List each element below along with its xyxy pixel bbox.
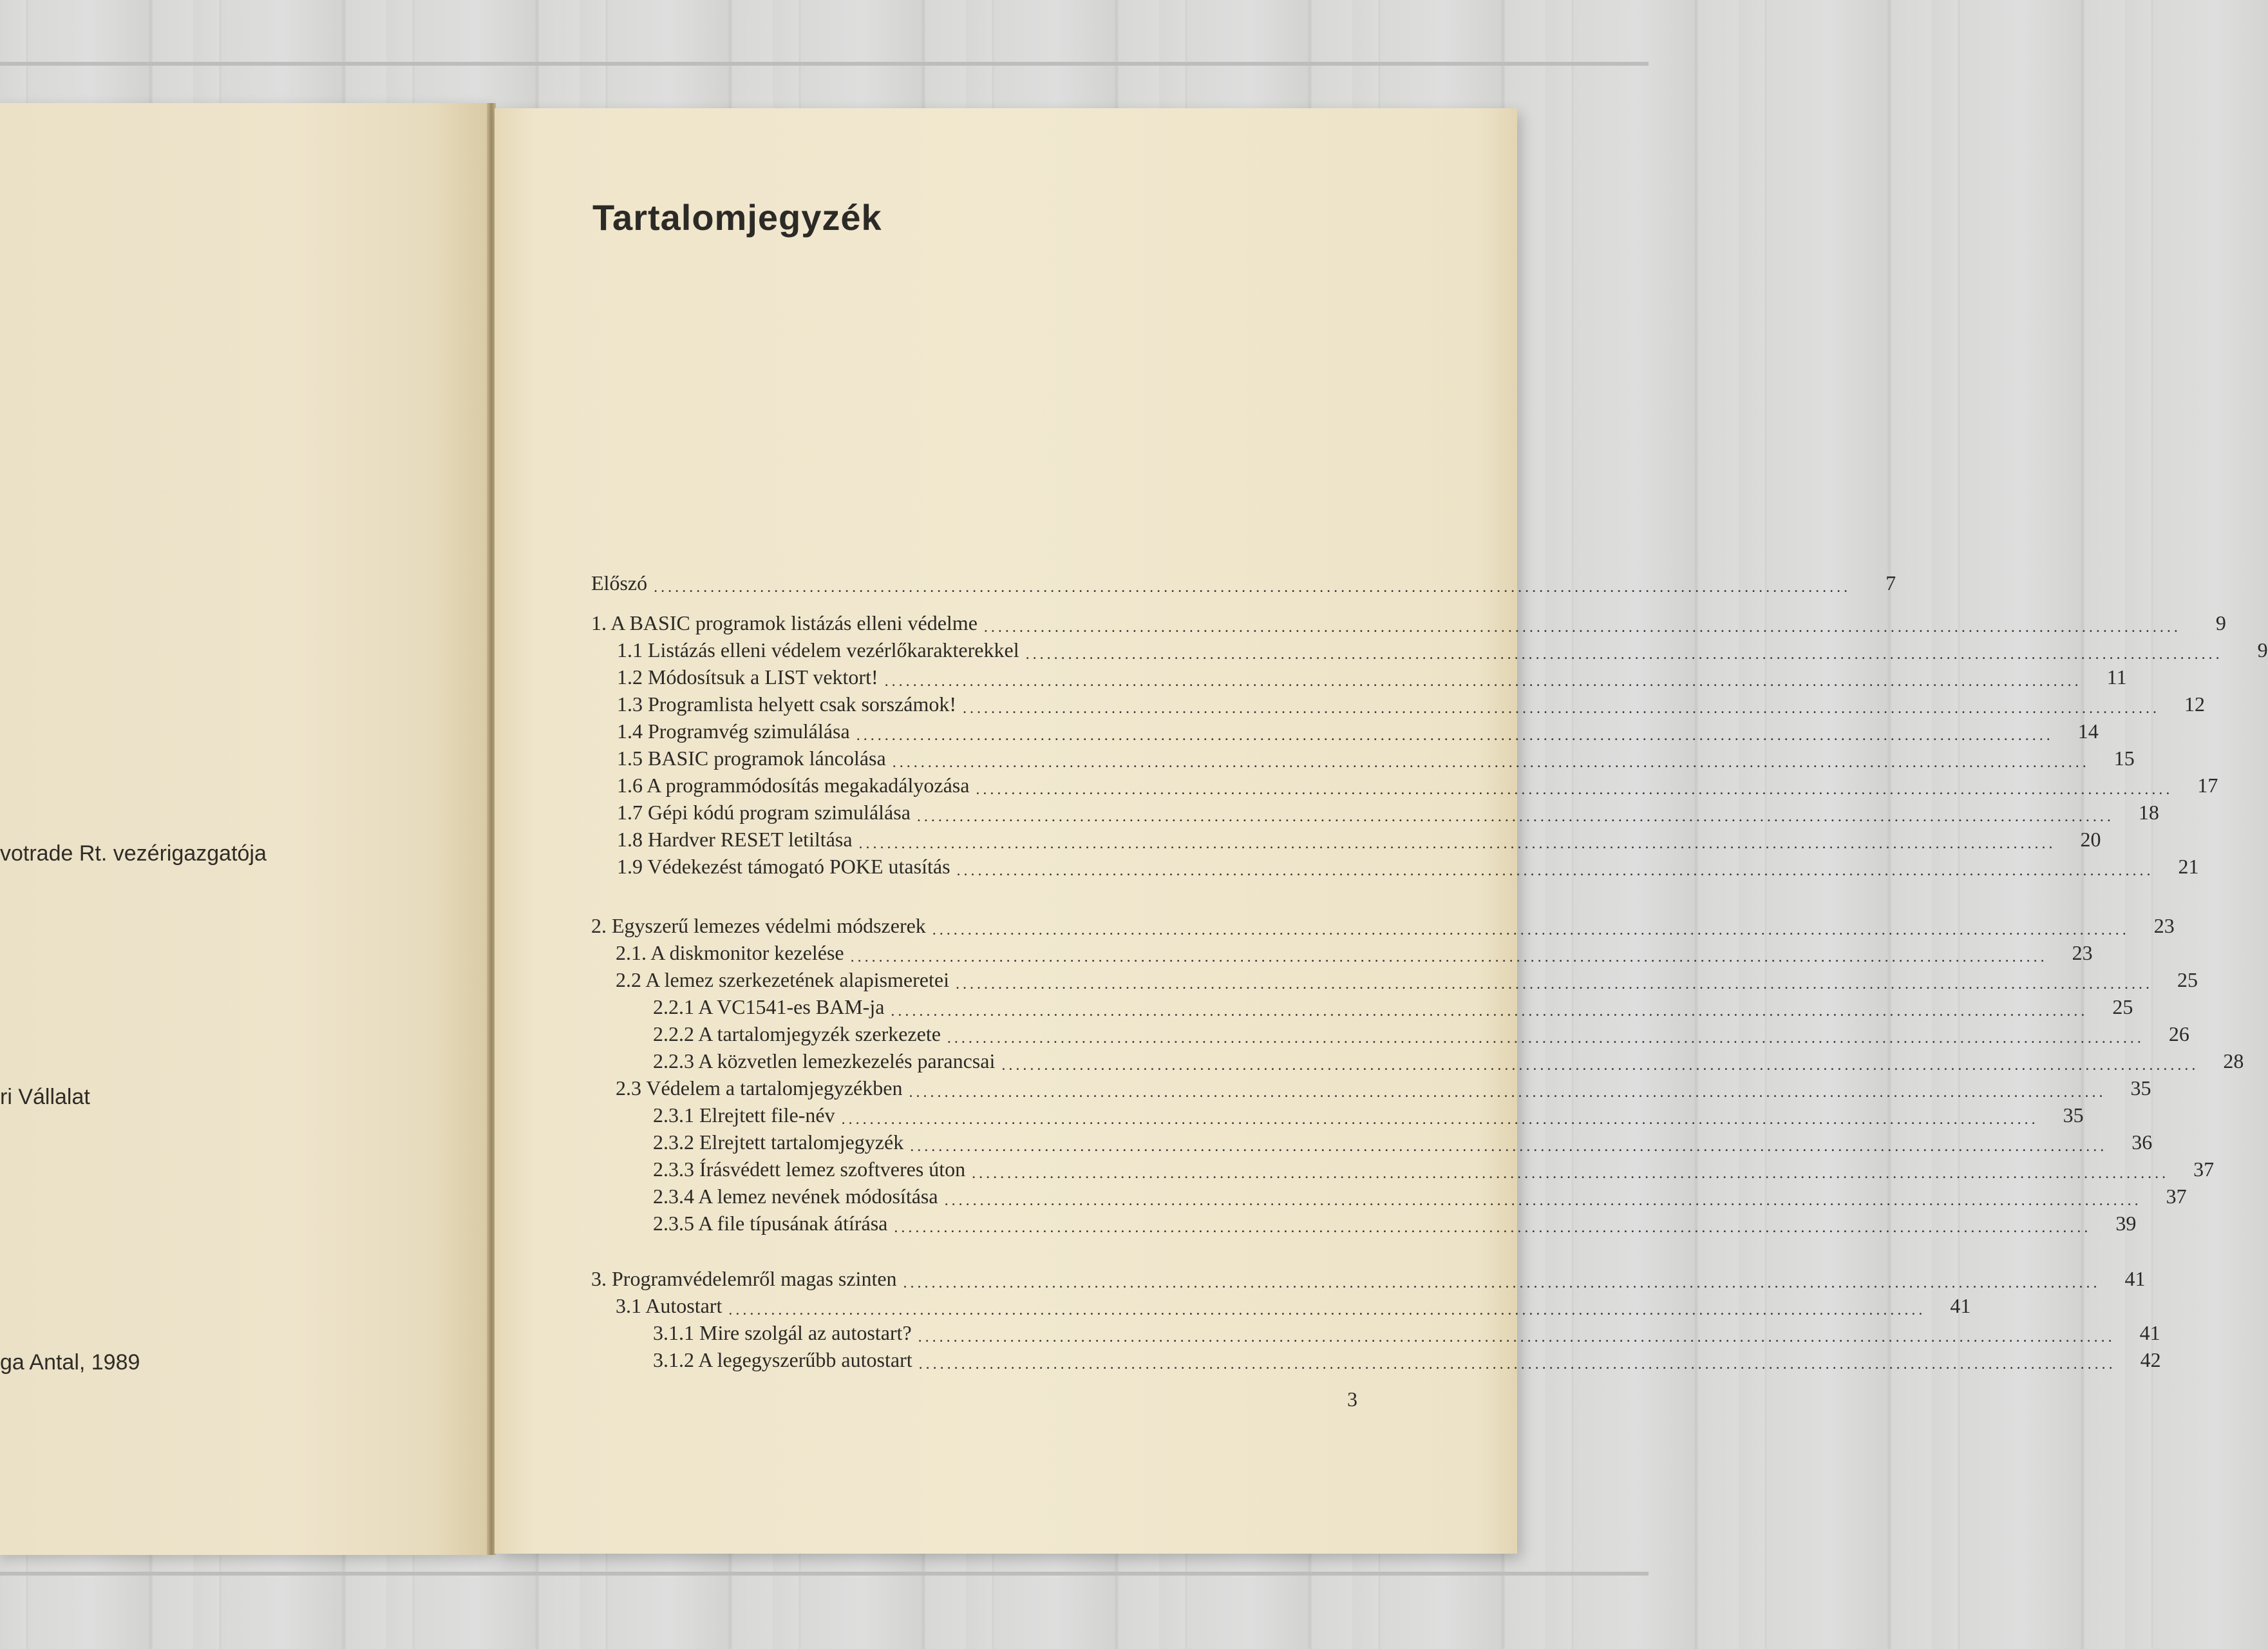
dot-leader: .........................................................................................................................................................................	[850, 949, 2048, 966]
toc-entry-label: 3.1 Autostart	[616, 1294, 723, 1317]
dot-leader: .........................................................................................................................................................................	[1001, 1057, 2199, 1074]
dot-leader: .........................................................................................................................................................................	[909, 1084, 2106, 1101]
toc-entry-label: 1.6 A programmódosítás megakadályozása	[617, 774, 970, 797]
dot-leader: .........................................................................................................................................................................	[891, 1003, 2088, 1020]
toc-entry-page: 28	[2223, 1049, 2244, 1072]
toc-entry-page: 25	[2177, 968, 2198, 991]
dot-leader: .........................................................................................................................................................................	[903, 1275, 2101, 1292]
dot-leader: .........................................................................................................................................................................	[972, 1165, 2169, 1182]
toc-entry	[617, 635, 2268, 663]
toc-entry-page: 35	[2130, 1076, 2151, 1100]
toc-entry-label: 2.2 A lemez szerkezetének alapismeretei	[616, 968, 949, 991]
toc-entry-label: 1.3 Programlista helyett csak sorszámok!	[617, 692, 956, 716]
toc-entry	[653, 1019, 2189, 1047]
toc-entry-page: 41	[2139, 1321, 2160, 1344]
dot-leader: .........................................................................................................................................................................	[976, 781, 2173, 798]
dot-leader: .........................................................................................................................................................................	[894, 1219, 2092, 1236]
toc-entry	[617, 662, 2127, 690]
toc-entry-label: 2.1. A diskmonitor kezelése	[616, 941, 844, 964]
toc-entry-label: Előszó	[591, 571, 648, 595]
toc-entry-label: 1.9 Védekezést támogató POKE utasítás	[617, 855, 950, 878]
toc-entry-page: 9	[2257, 638, 2268, 662]
toc-entry-page: 18	[2138, 801, 2159, 824]
toc-entry-label: 2.3.1 Elrejtett file-név	[653, 1103, 835, 1127]
page-title: Tartalomjegyzék	[592, 197, 882, 238]
dot-leader: .........................................................................................................................................................................	[944, 1192, 2142, 1209]
toc-entry	[591, 1264, 2146, 1292]
toc-entry-page: 14	[2077, 720, 2099, 743]
toc-entry	[616, 965, 2198, 993]
toc-entry	[653, 1208, 2137, 1236]
toc-entry	[653, 1181, 2187, 1209]
toc-entry	[591, 568, 1896, 596]
dot-leader: .........................................................................................................................................................................	[918, 1329, 2115, 1346]
toc-entry-page: 39	[2115, 1212, 2137, 1235]
toc-entry-page: 12	[2184, 692, 2205, 716]
dot-leader: .........................................................................................................................................................................	[910, 1138, 2108, 1155]
toc-entry-label: 1.4 Programvég szimulálása	[617, 720, 850, 743]
toc-entry-label: 2.3.3 Írásvédett lemez szoftveres úton	[653, 1158, 966, 1181]
toc-entry-page: 26	[2168, 1022, 2189, 1045]
dot-leader: .........................................................................................................................................................................	[728, 1302, 1926, 1319]
toc-entry-label: 2.2.1 A VC1541-es BAM-ja	[653, 995, 885, 1018]
dot-leader: .........................................................................................................................................................................	[916, 808, 2114, 825]
toc-entry	[616, 938, 2093, 966]
toc-entry	[653, 1100, 2084, 1128]
toc-entry-page: 41	[2124, 1267, 2146, 1290]
toc-entry	[653, 1154, 2215, 1182]
toc-entry-page: 41	[1950, 1294, 1971, 1317]
dot-leader: .........................................................................................................................................................................	[841, 1111, 2039, 1128]
toc-entry-label: 2.3.4 A lemez nevének módosítása	[653, 1185, 938, 1208]
left-page-line: ri Vállalat	[0, 1085, 90, 1109]
dot-leader: .........................................................................................................................................................................	[947, 1030, 2144, 1047]
page-number: 3	[1347, 1387, 1357, 1411]
dot-leader: .........................................................................................................................................................................	[856, 727, 2054, 744]
toc-entry-label: 1.1 Listázás elleni védelem vezérlőkarakterekkel	[617, 638, 1019, 662]
toc-entry	[591, 911, 2175, 939]
toc-entry-page: 23	[2153, 914, 2175, 937]
toc-entry-page: 35	[2063, 1103, 2084, 1127]
toc-entry	[617, 743, 2135, 771]
toc-entry	[617, 716, 2099, 744]
toc-entry	[617, 852, 2199, 879]
dot-leader: .........................................................................................................................................................................	[884, 673, 2082, 690]
toc-entry-label: 1.2 Módosítsuk a LIST vektort!	[617, 665, 878, 689]
toc-entry-page: 11	[2106, 665, 2127, 689]
toc-entry	[617, 770, 2218, 798]
toc-entry-page: 37	[2166, 1185, 2187, 1208]
left-page	[0, 103, 492, 1555]
toc-entry	[617, 797, 2159, 825]
toc-entry-page: 21	[2178, 855, 2199, 878]
toc-entry-label: 2. Egyszerű lemezes védelmi módszerek	[591, 914, 926, 937]
toc-entry-page: 23	[2072, 941, 2093, 964]
toc-entry-label: 1. A BASIC programok listázás elleni védelme	[591, 611, 978, 634]
dot-leader: .........................................................................................................................................................................	[956, 863, 2154, 879]
toc-entry-label: 1.5 BASIC programok láncolása	[617, 747, 886, 770]
toc-entry-page: 25	[2112, 995, 2133, 1018]
toc-entry-label: 1.8 Hardver RESET letiltása	[617, 828, 853, 851]
toc-entry	[591, 608, 2226, 636]
toc-entry-page: 7	[1885, 571, 1896, 595]
toc-entry-label: 2.3 Védelem a tartalomjegyzékben	[616, 1076, 903, 1100]
toc-entry	[653, 1127, 2153, 1155]
left-page-line: ga Antal, 1989	[0, 1350, 140, 1375]
toc-entry-page: 36	[2131, 1130, 2153, 1154]
dot-leader: .........................................................................................................................................................................	[983, 619, 2181, 636]
dot-leader: .........................................................................................................................................................................	[932, 922, 2130, 939]
toc-entry	[616, 1073, 2151, 1101]
toc-entry-page: 37	[2193, 1158, 2215, 1181]
toc-entry-label: 2.2.3 A közvetlen lemezkezelés parancsai	[653, 1049, 996, 1072]
dot-leader: .........................................................................................................................................................................	[918, 1356, 2116, 1373]
toc-entry-page: 15	[2113, 747, 2135, 770]
toc-entry	[653, 1318, 2160, 1346]
board-seam	[0, 1572, 1649, 1576]
toc-entry-label: 3. Programvédelemről magas szinten	[591, 1267, 897, 1290]
toc-entry-page: 42	[2140, 1348, 2161, 1371]
toc-entry-label: 1.7 Gépi kódú program szimulálása	[617, 801, 911, 824]
toc-entry	[616, 1291, 1971, 1319]
left-page-line: votrade Rt. vezérigazgatója	[0, 841, 267, 866]
toc-entry-label: 3.1.2 A legegyszerűbb autostart	[653, 1348, 912, 1371]
dot-leader: .........................................................................................................................................................................	[962, 700, 2160, 717]
toc-entry-label: 2.2.2 A tartalomjegyzék szerkezete	[653, 1022, 941, 1045]
dot-leader: .........................................................................................................................................................................	[858, 835, 2056, 852]
toc-entry	[617, 824, 2101, 852]
toc-entry	[653, 1345, 2161, 1373]
toc-entry-page: 9	[2215, 611, 2226, 634]
toc-entry-label: 3.1.1 Mire szolgál az autostart?	[653, 1321, 912, 1344]
dot-leader: .........................................................................................................................................................................	[654, 579, 1851, 596]
toc-entry-label: 2.3.5 A file típusának átírása	[653, 1212, 888, 1235]
toc-entry	[617, 689, 2205, 717]
dot-leader: .........................................................................................................................................................................	[955, 976, 2153, 993]
toc-entry	[653, 992, 2133, 1020]
board-seam	[0, 62, 1649, 66]
toc-entry	[653, 1046, 2244, 1074]
toc-entry-label: 2.3.2 Elrejtett tartalomjegyzék	[653, 1130, 904, 1154]
toc-entry-page: 20	[2080, 828, 2101, 851]
toc-entry-page: 17	[2197, 774, 2218, 797]
dot-leader: .........................................................................................................................................................................	[892, 754, 2090, 771]
dot-leader: .........................................................................................................................................................................	[1025, 646, 2223, 663]
